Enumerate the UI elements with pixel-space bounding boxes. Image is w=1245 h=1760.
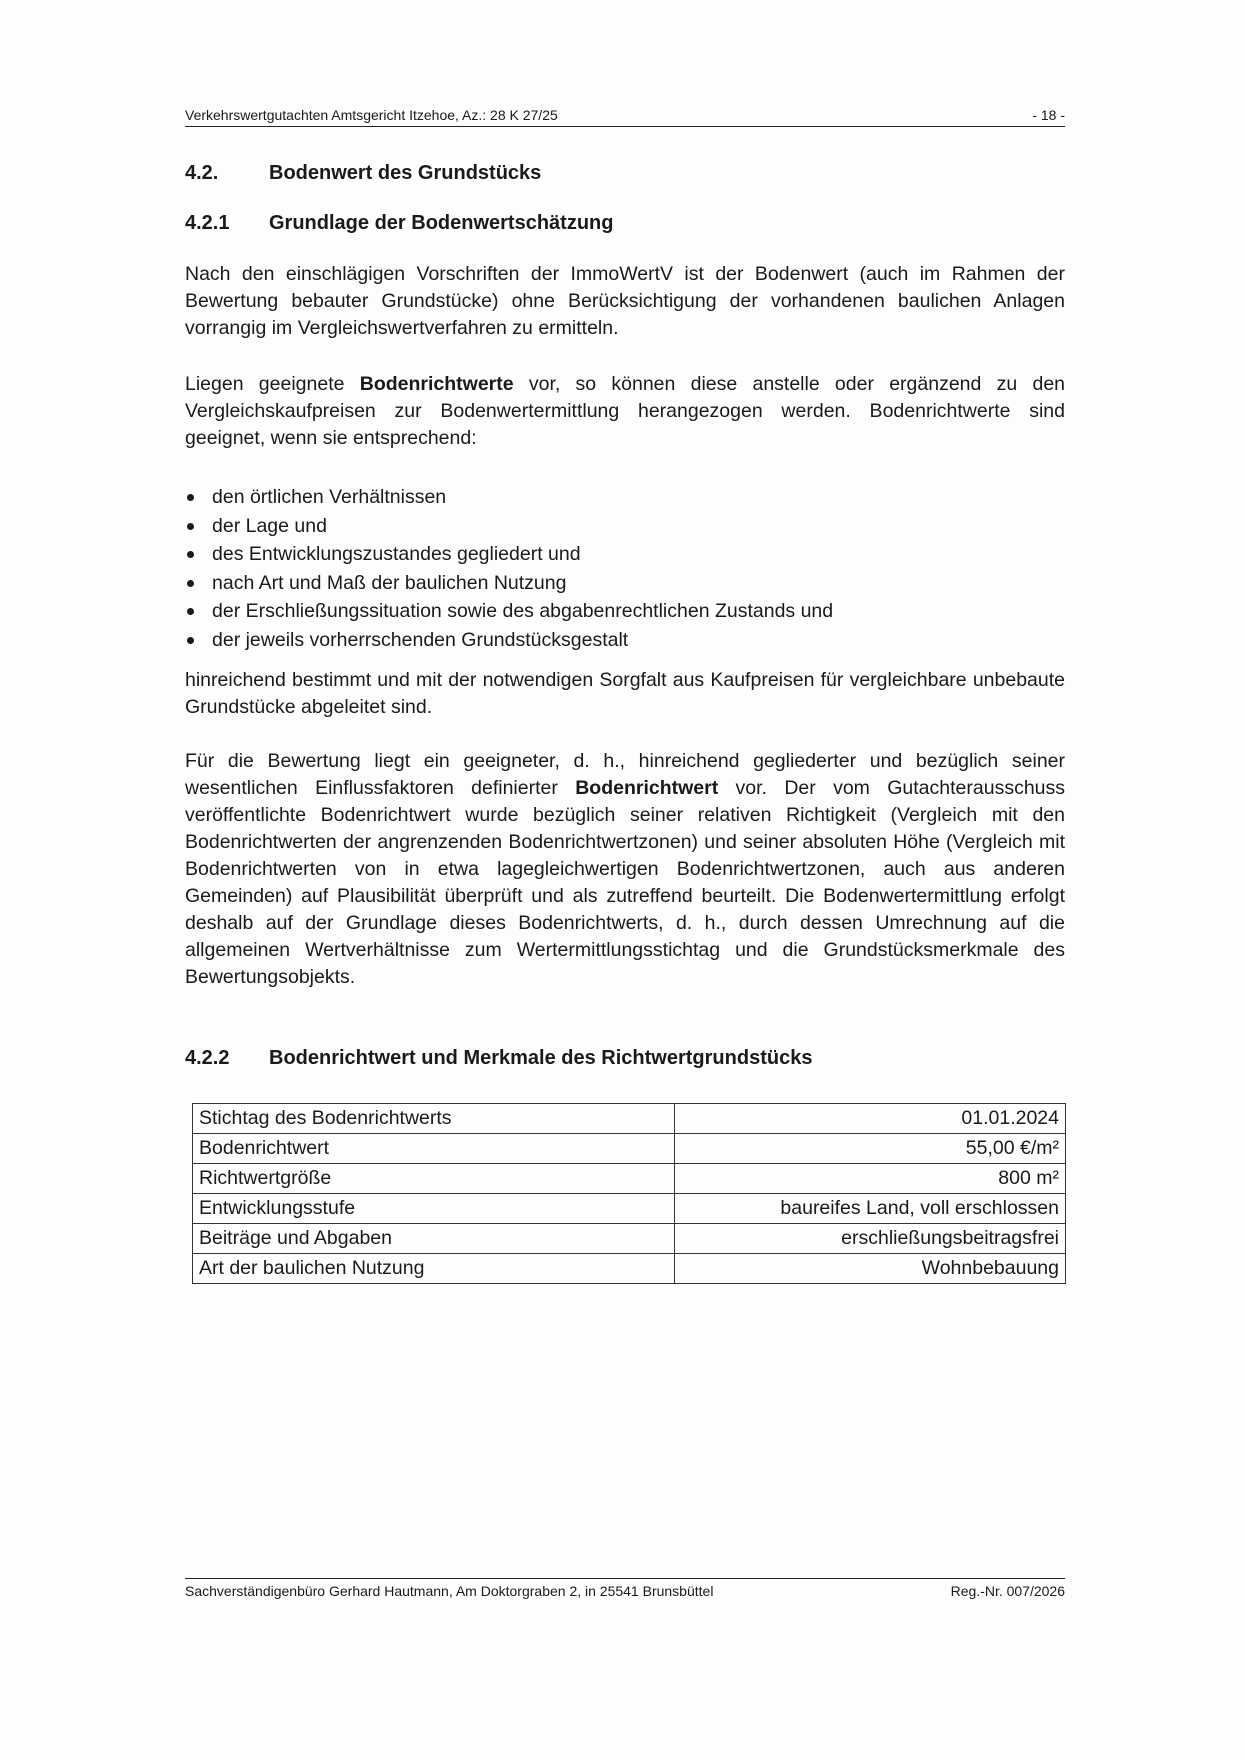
subsection-title: Bodenrichtwert und Merkmale des Richtwertgrundstücks	[269, 1047, 813, 1069]
subsection-heading-4-2-1	[185, 212, 613, 235]
subsection-title: Grundlage der Bodenwertschätzung	[269, 212, 614, 234]
bodenrichtwert-table	[192, 1103, 1066, 1284]
page-header	[185, 104, 1065, 127]
table-cell-key: Bodenrichtwert	[193, 1134, 675, 1164]
table-cell-key: Art der baulichen Nutzung	[193, 1254, 675, 1284]
table-cell-value: Wohnbebauung	[675, 1254, 1066, 1284]
list-item-text: der jeweils vorherrschenden Grundstücksgestalt	[212, 628, 629, 651]
paragraph-assessment	[185, 748, 1065, 991]
table-cell-key: Beiträge und Abgaben	[193, 1224, 675, 1254]
paragraph-intro: Nach den einschlägigen Vorschriften der ImmoWertV ist der Bodenwert (auch im Rahmen der Bewertung bebauter Grundstücke) ohne Berücksichtigung der vorhandenen baulichen Anlagen vorrangig im Vergleichswertverfahren zu ermitteln.	[185, 263, 1065, 339]
table-cell-value: 55,00 €/m²	[675, 1134, 1066, 1164]
emphasis-term: Bodenrichtwerte	[359, 373, 514, 395]
table-row	[193, 1104, 1066, 1134]
table-cell-value: erschließungsbeitragsfrei	[675, 1224, 1066, 1254]
section-number: 4.2.	[185, 162, 219, 184]
list-item	[185, 483, 1065, 512]
table-cell-value: 01.01.2024	[675, 1104, 1066, 1134]
table-cell-value: 800 m²	[675, 1164, 1066, 1194]
subsection-number: 4.2.1	[185, 212, 230, 234]
list-item	[185, 597, 1065, 626]
header-reference: Verkehrswertgutachten Amtsgericht Itzehoe, Az.: 28 K 27/25	[185, 107, 558, 123]
section-title: Bodenwert des Grundstücks	[269, 162, 542, 184]
list-item-text: der Erschließungssituation sowie des abgabenrechtlichen Zustands und	[212, 600, 834, 622]
table-cell-key: Stichtag des Bodenrichtwerts	[193, 1104, 675, 1134]
subsection-number: 4.2.2	[185, 1047, 230, 1069]
paragraph-text: vor. Der vom Gutachterausschuss veröffentlichte Bodenrichtwert wurde bezüglich seiner relativen Richtigkeit (Vergleich mit den Bodenrichtwerten der angrenzenden Bodenrichtwertzonen) und seiner absoluten Höhe (Vergleich mit Bodenrichtwerten von in etwa lagegleichwertigen Bodenrichtwertzonen, auch aus anderen Gemeinden) auf Plausibilität überprüft und als zutreffend beurteilt. Die Bodenwertermittlung erfolgt deshalb auf der Grundlage dieses Bodenrichtwerts, d. h., durch dessen Umrechnung auf die allgemeinen Wertverhältnisse zum Wertermittlungsstichtag und die Grundstücksmerkmale des Bewertungsobjekts.	[185, 777, 1066, 988]
table-cell-key: Entwicklungsstufe	[193, 1194, 675, 1224]
bullet-icon	[187, 523, 194, 530]
table-row	[193, 1194, 1066, 1224]
list-item-text: den örtlichen Verhältnissen	[212, 486, 447, 508]
paragraph-text: Liegen geeignete	[185, 373, 360, 395]
criteria-list	[185, 483, 1065, 654]
table-cell-key: Richtwertgröße	[193, 1164, 675, 1194]
table-row	[193, 1164, 1066, 1194]
list-item	[185, 512, 1065, 541]
list-item	[185, 569, 1065, 598]
page-number: - 18 -	[1032, 107, 1065, 123]
list-item	[185, 540, 1065, 569]
footer-registration: Reg.-Nr. 007/2026	[950, 1583, 1065, 1599]
paragraph-text: vor, so können diese anstelle oder ergänzend zu den Vergleichskaufpreisen zur Bodenwertermittlung herangezogen werden. Bodenrichtwerte sind geeignet, wenn sie entsprechend:	[185, 373, 1066, 449]
emphasis-term: Bodenrichtwert	[575, 777, 719, 799]
paragraph-bodenrichtwerte	[185, 371, 1065, 452]
list-item	[185, 626, 1065, 655]
table-row	[193, 1224, 1066, 1254]
table-row	[193, 1254, 1066, 1284]
list-item-text: nach Art und Maß der baulichen Nutzung	[212, 571, 567, 594]
table-row	[193, 1134, 1066, 1164]
bullet-icon	[187, 494, 194, 501]
bullet-icon	[187, 608, 194, 615]
table-cell-value: baureifes Land, voll erschlossen	[675, 1194, 1066, 1224]
paragraph-text: Für die Bewertung liegt ein geeigneter, d. h., hinreichend gegliederter und bezüglich seiner wesentlichen Einflussfaktoren definierter	[185, 750, 1065, 799]
list-item-text: der Lage und	[212, 514, 327, 537]
section-heading	[185, 162, 541, 185]
bullet-icon	[187, 580, 194, 587]
paragraph-conclusion: hinreichend bestimmt und mit der notwendigen Sorgfalt aus Kaufpreisen für vergleichbare unbebaute Grundstücke abgeleitet sind.	[185, 669, 1065, 718]
subsection-heading-4-2-2	[185, 1047, 812, 1070]
list-item-text: des Entwicklungszustandes gegliedert und	[212, 543, 581, 565]
footer-address: Sachverständigenbüro Gerhard Hautmann, Am Doktorgraben 2, in 25541 Brunsbüttel	[185, 1583, 714, 1599]
bullet-icon	[187, 637, 194, 644]
page-footer	[185, 1578, 1065, 1599]
bullet-icon	[187, 551, 194, 558]
